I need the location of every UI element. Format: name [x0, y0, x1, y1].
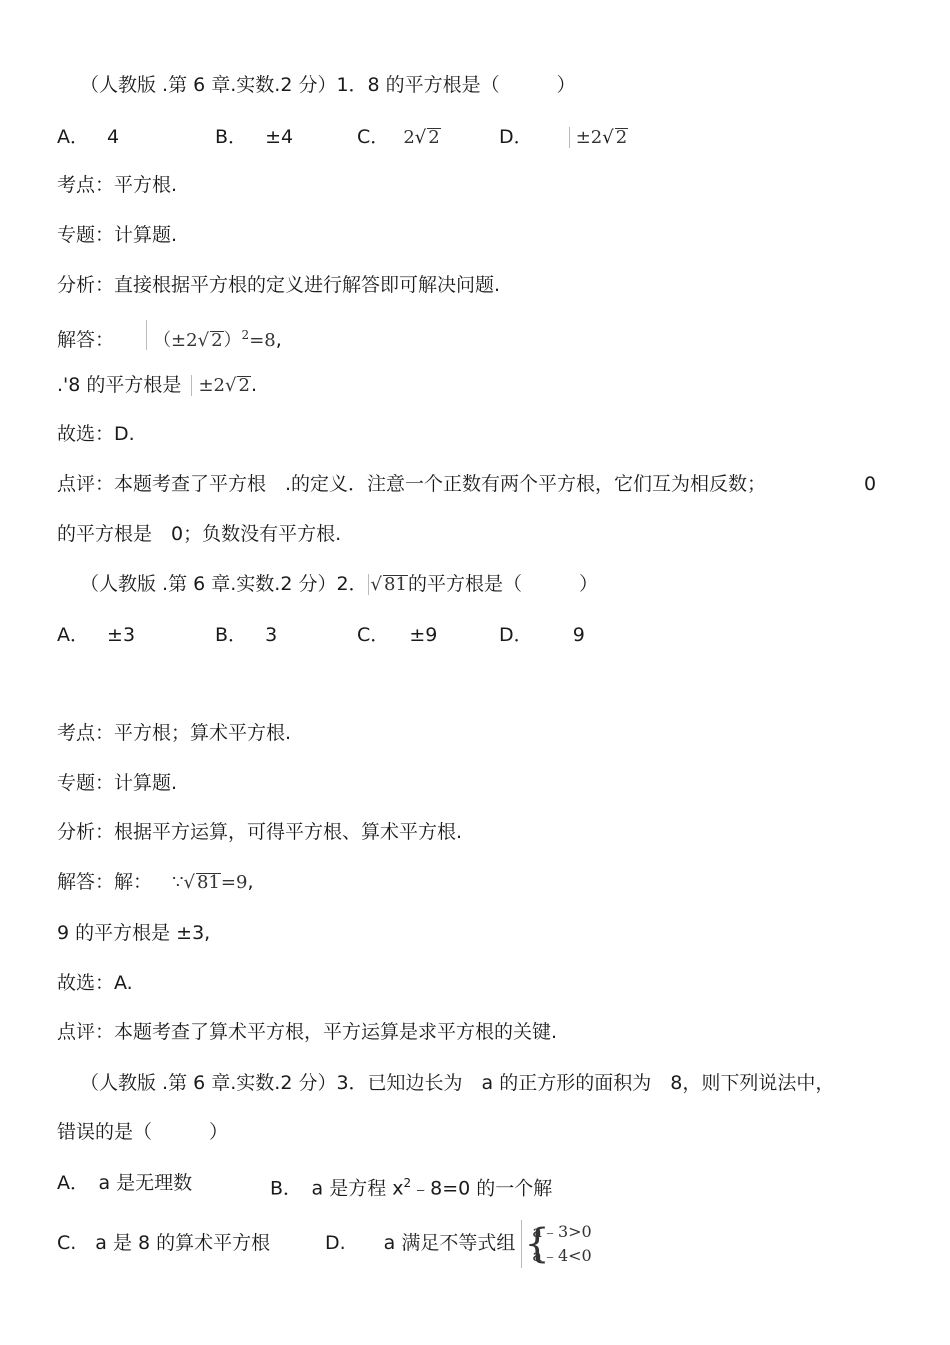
sqrt-icon: √: [197, 330, 210, 351]
formula-text: ）: [223, 330, 242, 351]
stem-formula: [368, 574, 408, 595]
option-text: ﹣8=0 的一个解: [411, 1177, 553, 1200]
q2-stem: [80, 571, 598, 598]
q2-option-a: [57, 622, 135, 648]
left-brace-icon: {: [524, 1220, 550, 1267]
sqrt-icon: √: [183, 872, 195, 893]
jieda-formula: [146, 320, 276, 350]
option-text: 2: [403, 127, 415, 148]
q1-option-a: [57, 124, 119, 150]
stem-text: （人教版 .第 6 章.实数.2 分）2．: [80, 573, 368, 595]
option-letter: D．: [499, 624, 533, 646]
q1-dianping-line2: 的平方根是 0；负数没有平方根.: [57, 523, 342, 545]
formula-text: ±2: [198, 375, 225, 396]
q2-dianping: 点评：本题考查了算术平方根，平方运算是求平方根的关键.: [57, 1021, 558, 1043]
q1-dianping-zero: 0: [864, 473, 877, 495]
option-letter: B．: [215, 126, 248, 148]
q1-dianping-line1: 点评：本题考查了平方根 .的定义．注意一个正数有两个平方根，它们互为相反数；: [57, 473, 767, 495]
q1-kaodian: 考点：平方根.: [57, 174, 178, 196]
q1-zhuanti: 专题：计算题.: [57, 224, 178, 246]
formula-text: （±2: [153, 330, 198, 351]
conclusion-formula: [191, 375, 250, 396]
option-text: ±4: [265, 126, 294, 148]
formula-text: =9: [220, 872, 248, 893]
radicand: 81: [384, 574, 407, 595]
sqrt-icon: √: [225, 375, 237, 396]
radicand: 81: [197, 872, 220, 893]
formula-text: =8: [249, 330, 276, 351]
option-letter: A．: [57, 126, 89, 148]
q1-option-d: [499, 124, 628, 151]
q2-option-c: [357, 622, 437, 648]
option-text: ±9: [409, 624, 438, 646]
q1-jieda: [57, 320, 282, 353]
exponent: 2: [241, 328, 250, 342]
q2-jieda: [57, 869, 254, 896]
option-letter: C．: [357, 624, 390, 646]
option-text: 3: [265, 624, 278, 646]
option-text: 9: [572, 624, 585, 646]
q1-stem: （人教版 .第 6 章.实数.2 分）1．8 的平方根是（ ）: [80, 74, 576, 96]
inequality-system: [521, 1220, 591, 1268]
q1-option-b: [215, 124, 293, 150]
q1-option-c: [357, 124, 441, 151]
q1-guxuan: 故选：D.: [57, 423, 135, 445]
sqrt-icon: √: [370, 574, 383, 595]
sqrt-icon: √: [602, 127, 614, 148]
period: .: [250, 374, 257, 396]
inequality-row: a﹣4<0: [532, 1245, 592, 1265]
jieda-formula: [172, 872, 247, 893]
q2-fenxi: 分析：根据平方运算，可得平方根、算术平方根.: [57, 821, 463, 843]
jieda-label: 解答：: [57, 329, 115, 351]
q3-option-d: [325, 1215, 592, 1271]
radicand: 2: [238, 375, 250, 396]
radicand: 2: [211, 330, 223, 351]
therefore-icon: ∵: [172, 872, 184, 893]
option-text: D. a 满足不等式组: [325, 1232, 516, 1254]
q1-conclusion: [57, 372, 257, 399]
option-letter: A．: [57, 624, 89, 646]
q3-stem-line1: （人教版 .第 6 章.实数.2 分）3．已知边长为 a 的正方形的面积为 8，则下列说法中，: [80, 1072, 835, 1094]
q1-fenxi: 分析：直接根据平方根的定义进行解答即可解决问题.: [57, 274, 501, 296]
comma: ,: [275, 329, 282, 351]
q2-kaodian: 考点：平方根；算术平方根.: [57, 722, 292, 744]
inequality-row: a﹣3>0: [532, 1221, 592, 1241]
q2-zhuanti: 专题：计算题.: [57, 772, 178, 794]
option-text: B． a 是方程 x: [270, 1177, 404, 1200]
q2-conclusion: 9 的平方根是 ±3,: [57, 922, 211, 944]
jieda-label: 解答：解：: [57, 871, 153, 893]
exponent: 2: [403, 1176, 412, 1190]
option-letter: B．: [215, 624, 248, 646]
option-letter: C．: [357, 126, 390, 148]
option-text: 4: [107, 126, 120, 148]
option-text: ±3: [107, 624, 136, 646]
radicand: 2: [428, 127, 440, 148]
comma: ,: [247, 871, 254, 893]
option-text: ±2: [569, 127, 603, 148]
q3-option-a: A． a 是无理数: [57, 1172, 193, 1194]
sqrt-icon: √: [414, 127, 427, 148]
q3-option-c: C. a 是 8 的算术平方根: [57, 1232, 271, 1254]
option-letter: D．: [499, 126, 533, 148]
radicand: 2: [615, 127, 628, 148]
stem-text: 的平方根是（ ）: [407, 573, 598, 595]
q2-guxuan: 故选：A.: [57, 972, 133, 994]
q2-option-d: [499, 622, 585, 648]
q3-stem-line2: 错误的是（ ）: [57, 1121, 229, 1143]
conclusion-text: .'8 的平方根是: [57, 374, 182, 396]
q3-option-b: [270, 1170, 552, 1201]
q2-option-b: [215, 622, 277, 648]
